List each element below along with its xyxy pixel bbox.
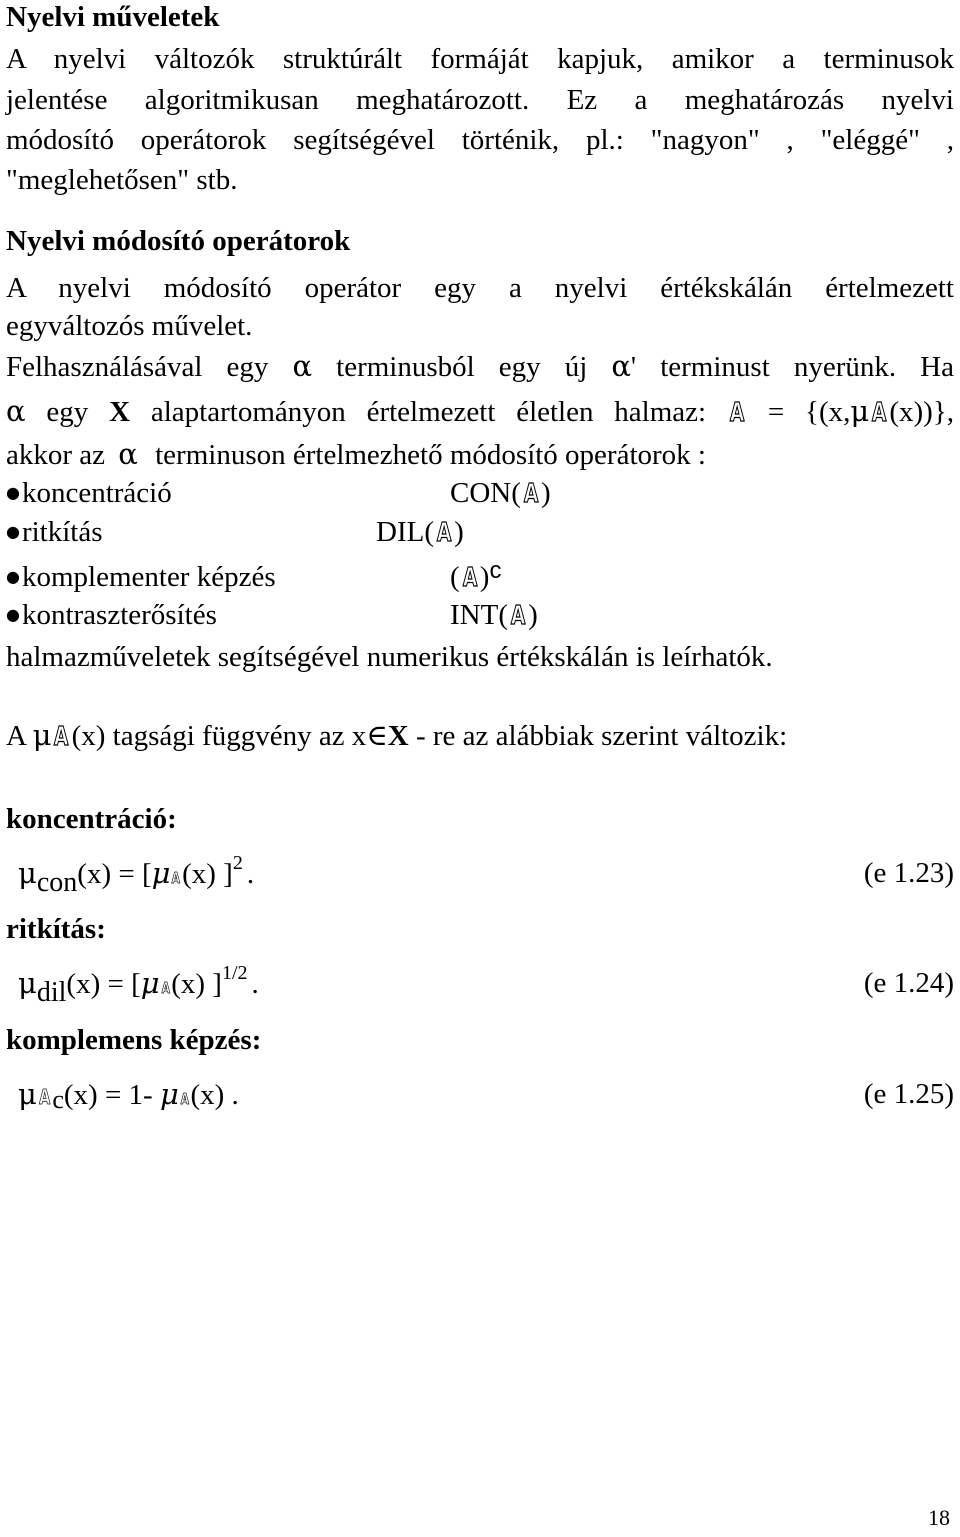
alpha-symbol: α xyxy=(118,437,138,471)
equation-number: (e 1.24) xyxy=(863,967,954,999)
equation xyxy=(18,852,255,898)
fuzzy-set-a-icon: A xyxy=(872,398,887,428)
operator-name: ritkítás xyxy=(21,516,103,548)
set-x: X xyxy=(109,396,131,428)
text: ) xyxy=(454,516,464,548)
equation xyxy=(18,962,259,1008)
text: Felhasználásával egy xyxy=(6,351,293,383)
operator-item xyxy=(6,515,103,549)
paragraph-line xyxy=(6,437,706,472)
mu-symbol: μ xyxy=(18,966,37,1000)
bullet-icon: ● xyxy=(6,522,20,541)
text: (x))}, xyxy=(889,396,954,428)
text: (x) = 1- xyxy=(63,1079,160,1111)
paragraph-line: jelentése algoritmikusan meghatározott. Ez a meghatározás nyelvi xyxy=(6,84,954,116)
fuzzy-set-a-icon: A xyxy=(462,563,477,593)
page-number: 18 xyxy=(928,1505,950,1530)
fuzzy-set-a-icon: A xyxy=(39,1085,51,1109)
alpha-symbol: α xyxy=(6,394,26,428)
mu-symbol: μ xyxy=(18,856,37,890)
equation xyxy=(18,1077,239,1116)
paragraph-line: A nyelvi módosító operátor egy a nyelvi értékskálán értelmezett xyxy=(6,272,954,304)
text: terminusból egy új xyxy=(312,351,612,383)
operator-item xyxy=(6,560,276,594)
bullet-icon: ● xyxy=(6,567,20,586)
text: akkor az xyxy=(6,439,113,471)
paragraph-line xyxy=(6,349,954,384)
paragraph-line: A nyelvi változók struktúrált formáját kapjuk, amikor a terminusok xyxy=(6,43,954,75)
subscript: c xyxy=(52,1085,64,1114)
exponent: 2 xyxy=(232,852,243,874)
text: egy xyxy=(25,396,110,428)
equation-number: (e 1.25) xyxy=(863,1078,954,1110)
complement-superscript: c xyxy=(489,557,502,584)
fuzzy-set-a-icon: A xyxy=(54,722,69,752)
mu-symbol: μ xyxy=(151,856,171,890)
bullet-icon: ● xyxy=(6,605,20,624)
paragraph-line: egyváltozós művelet. xyxy=(6,310,253,342)
alpha-symbol: α xyxy=(292,349,313,383)
equation-heading: komplemens képzés: xyxy=(6,1024,262,1056)
text: = {(x, xyxy=(747,396,851,428)
subsection-heading: Nyelvi módosító operátorok xyxy=(6,225,351,257)
fuzzy-set-a-icon: A xyxy=(172,869,181,887)
text: INT( xyxy=(450,599,508,631)
exponent: 1/2 xyxy=(221,962,248,984)
text: CON( xyxy=(450,477,521,509)
mu-symbol: μ xyxy=(32,718,52,752)
text: (x) . xyxy=(190,1079,239,1111)
text: (x) ] xyxy=(171,968,222,1000)
text: ) xyxy=(528,599,538,631)
fuzzy-set-a-icon: A xyxy=(436,518,452,548)
operator-formula xyxy=(450,476,551,511)
paragraph-line: halmazműveletek segítségével numerikus értékskálán is leírhatók. xyxy=(6,641,773,673)
text: (x) ] xyxy=(182,858,233,890)
text: A xyxy=(6,720,33,752)
text: . xyxy=(251,968,259,1000)
operator-name: koncentráció xyxy=(21,477,172,509)
set-x: X xyxy=(387,720,409,752)
fuzzy-set-a-icon: A xyxy=(523,479,539,509)
subscript: dil xyxy=(36,977,67,1008)
text: alaptartományon értelmezett életlen halmaz: xyxy=(130,396,727,428)
mu-symbol: μ xyxy=(850,394,870,428)
text: (x) tagsági függvény az x xyxy=(71,720,367,752)
text: ) xyxy=(541,477,551,509)
subscript: con xyxy=(36,867,78,898)
mu-symbol: μ xyxy=(159,1077,179,1111)
alpha-symbol: α xyxy=(611,349,631,383)
paragraph-line xyxy=(6,718,787,754)
operator-formula xyxy=(450,557,502,595)
text: ' terminust nyerünk. Ha xyxy=(630,351,954,383)
text: - re az alábbiak szerint változik: xyxy=(408,720,788,752)
fuzzy-set-a-icon: A xyxy=(180,1090,189,1108)
paragraph-line xyxy=(6,394,954,430)
paragraph-line: "meglehetősen" stb. xyxy=(6,164,238,196)
text: terminuson értelmezhető módosító operátorok : xyxy=(147,439,706,471)
equation-heading: ritkítás: xyxy=(6,913,106,945)
mu-symbol: μ xyxy=(140,966,160,1000)
fuzzy-set-a-icon: A xyxy=(510,601,526,631)
operator-item xyxy=(6,598,217,632)
text: ) xyxy=(479,561,490,593)
operator-formula xyxy=(376,515,464,550)
operator-name: komplementer képzés xyxy=(21,561,276,593)
mu-symbol: μ xyxy=(18,1077,37,1111)
text: ( xyxy=(450,561,460,593)
text: DIL( xyxy=(376,516,434,548)
section-heading: Nyelvi műveletek xyxy=(6,1,220,33)
operator-name: kontraszterősítés xyxy=(21,599,217,631)
text: (x) = [ xyxy=(66,968,141,1000)
equation-heading: koncentráció: xyxy=(6,803,177,835)
paragraph-line: módosító operátorok segítségével történik, pl.: "nagyon" , "eléggé" , xyxy=(6,124,954,156)
operator-item xyxy=(6,476,172,510)
fuzzy-set-a-icon: A xyxy=(161,979,170,997)
equation-number: (e 1.23) xyxy=(863,857,954,889)
fuzzy-set-a-icon: A xyxy=(729,398,745,428)
text: (x) = [ xyxy=(77,858,152,890)
element-of-symbol: ∈ xyxy=(366,718,388,752)
text: . xyxy=(246,858,255,890)
bullet-icon: ● xyxy=(6,483,20,502)
operator-formula xyxy=(450,598,538,633)
